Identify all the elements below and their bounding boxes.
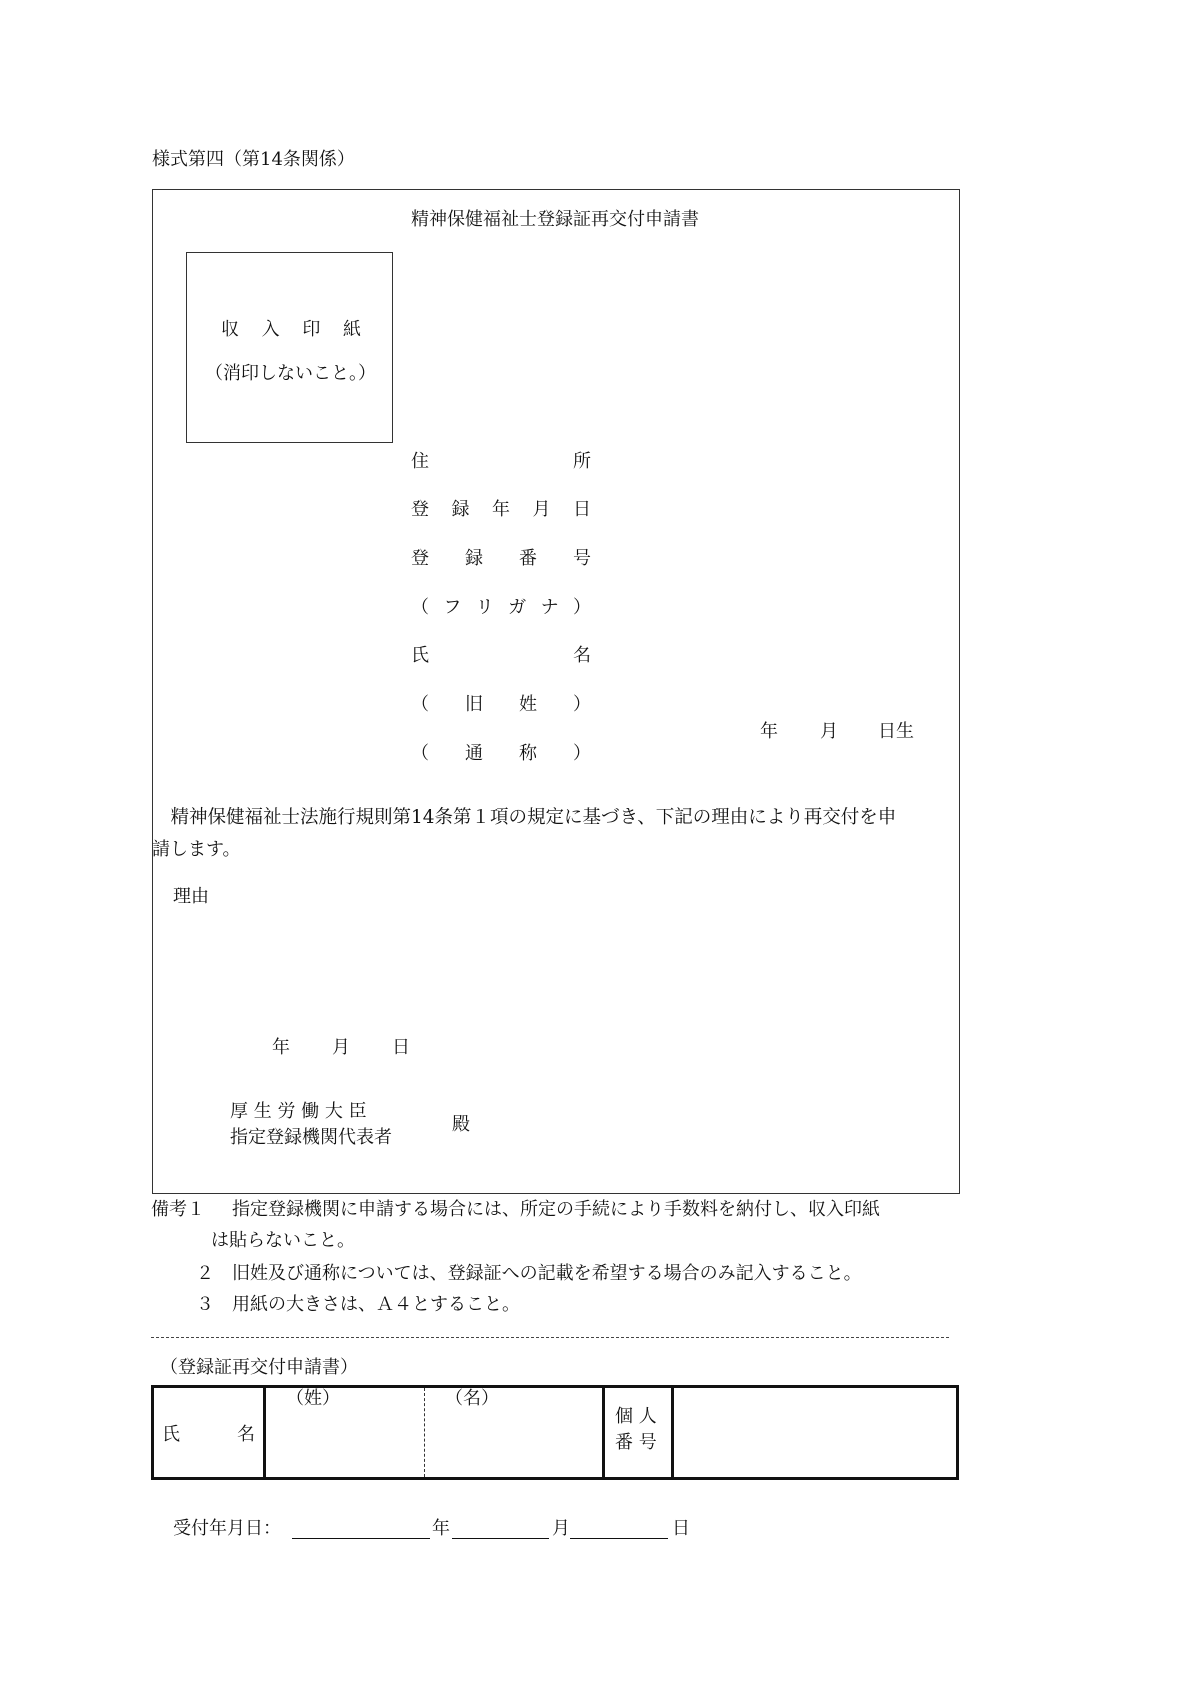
stamp-char: 印	[302, 319, 321, 340]
field-label-char: ）	[572, 597, 591, 618]
date-month: 月	[332, 1037, 350, 1058]
field-label-char: ナ	[540, 597, 559, 618]
statement-line2: 請します。	[152, 839, 241, 860]
field-address	[411, 447, 591, 473]
birth-year: 年	[760, 721, 778, 742]
field-label-char: 日	[573, 499, 591, 520]
received-day: 日	[672, 1518, 690, 1539]
field-label-char: 登	[411, 548, 429, 569]
field-label-char: 姓	[519, 694, 537, 715]
note-2-label: ２	[196, 1263, 214, 1284]
name-label: 名	[237, 1424, 255, 1445]
statement-line1: 精神保健福祉士法施行規則第14条第１項の規定に基づき、下記の理由により再交付を申	[152, 807, 897, 828]
reason-label: 理由	[173, 886, 209, 907]
field-registration-number	[411, 544, 591, 570]
field-label-char: （	[411, 743, 429, 764]
addressee-minister: 厚 生 労 働 大 臣	[230, 1101, 367, 1122]
received-month-blank[interactable]	[452, 1538, 549, 1539]
received-year: 年	[432, 1518, 450, 1539]
note-2: 旧姓及び通称については、登録証への記載を希望する場合のみ記入すること。	[232, 1263, 862, 1284]
field-label-char: 号	[573, 548, 591, 569]
my-number-label: 個 人	[615, 1406, 657, 1427]
given-name-label: （名）	[445, 1388, 499, 1409]
received-day-blank[interactable]	[570, 1538, 668, 1539]
field-label-char: 所	[573, 451, 591, 472]
field-label-char: 名	[573, 645, 591, 666]
name-label-cell	[153, 1387, 265, 1479]
received-month: 月	[552, 1518, 570, 1539]
name-label: 氏	[162, 1424, 180, 1445]
stamp-label	[221, 315, 361, 341]
field-common-name	[411, 739, 591, 765]
field-label-char: 住	[411, 451, 429, 472]
surname-cell[interactable]	[265, 1387, 425, 1479]
my-number-cell[interactable]	[673, 1387, 958, 1479]
field-furigana	[411, 593, 591, 619]
field-label-char: 月	[532, 499, 551, 520]
my-number-label: 番 号	[615, 1432, 657, 1453]
note-3: 用紙の大きさは、Ａ４とすること。	[232, 1294, 520, 1315]
revenue-stamp-box	[186, 252, 393, 443]
field-label-char: 録	[451, 499, 470, 520]
slip-table	[151, 1385, 959, 1480]
field-label-char: フ	[443, 597, 462, 618]
field-label-char: 登	[411, 499, 429, 520]
form-id: 様式第四（第14条関係）	[152, 149, 355, 170]
field-label-char: （	[411, 694, 429, 715]
note-3-label: ３	[196, 1294, 214, 1315]
field-former-surname	[411, 690, 591, 716]
addressee-honorific: 殿	[452, 1114, 470, 1135]
birth-month: 月	[820, 721, 838, 742]
field-label-char: ）	[573, 694, 591, 715]
slip-title: （登録証再交付申請書）	[160, 1357, 358, 1378]
field-label-char: ）	[573, 743, 591, 764]
my-number-label-cell	[604, 1387, 673, 1479]
field-label-char: 旧	[465, 694, 483, 715]
date-day: 日	[392, 1037, 410, 1058]
field-label-char: （	[411, 597, 429, 618]
field-name	[411, 641, 591, 667]
field-registration-date	[411, 495, 591, 521]
field-label-char: 氏	[411, 645, 429, 666]
stamp-char: 紙	[342, 319, 361, 340]
stamp-char: 入	[261, 319, 280, 340]
stamp-note: （消印しないこと。）	[205, 363, 376, 384]
received-date-label: 受付年月日：	[173, 1518, 281, 1539]
form-title: 精神保健福祉士登録証再交付申請書	[411, 209, 699, 230]
field-label-char: 称	[519, 743, 537, 764]
note-1-line2: は貼らないこと。	[211, 1230, 355, 1251]
given-name-cell[interactable]	[425, 1387, 604, 1479]
birth-day: 日生	[878, 721, 914, 742]
stamp-char: 収	[221, 319, 239, 340]
field-label-char: ガ	[508, 597, 527, 618]
field-label-char: 録	[465, 548, 483, 569]
received-year-blank[interactable]	[292, 1538, 430, 1539]
surname-label: （姓）	[286, 1388, 340, 1409]
note-1-label: 備考１	[151, 1199, 205, 1220]
field-label-char: リ	[475, 597, 494, 618]
field-label-char: 通	[465, 743, 483, 764]
addressee-agency: 指定登録機関代表者	[230, 1127, 392, 1148]
field-label-char: 年	[492, 499, 510, 520]
note-1-line1: 指定登録機関に申請する場合には、所定の手続により手数料を納付し、収入印紙	[232, 1199, 880, 1220]
field-label-char: 番	[519, 548, 537, 569]
cut-line	[151, 1337, 949, 1338]
date-year: 年	[272, 1037, 290, 1058]
